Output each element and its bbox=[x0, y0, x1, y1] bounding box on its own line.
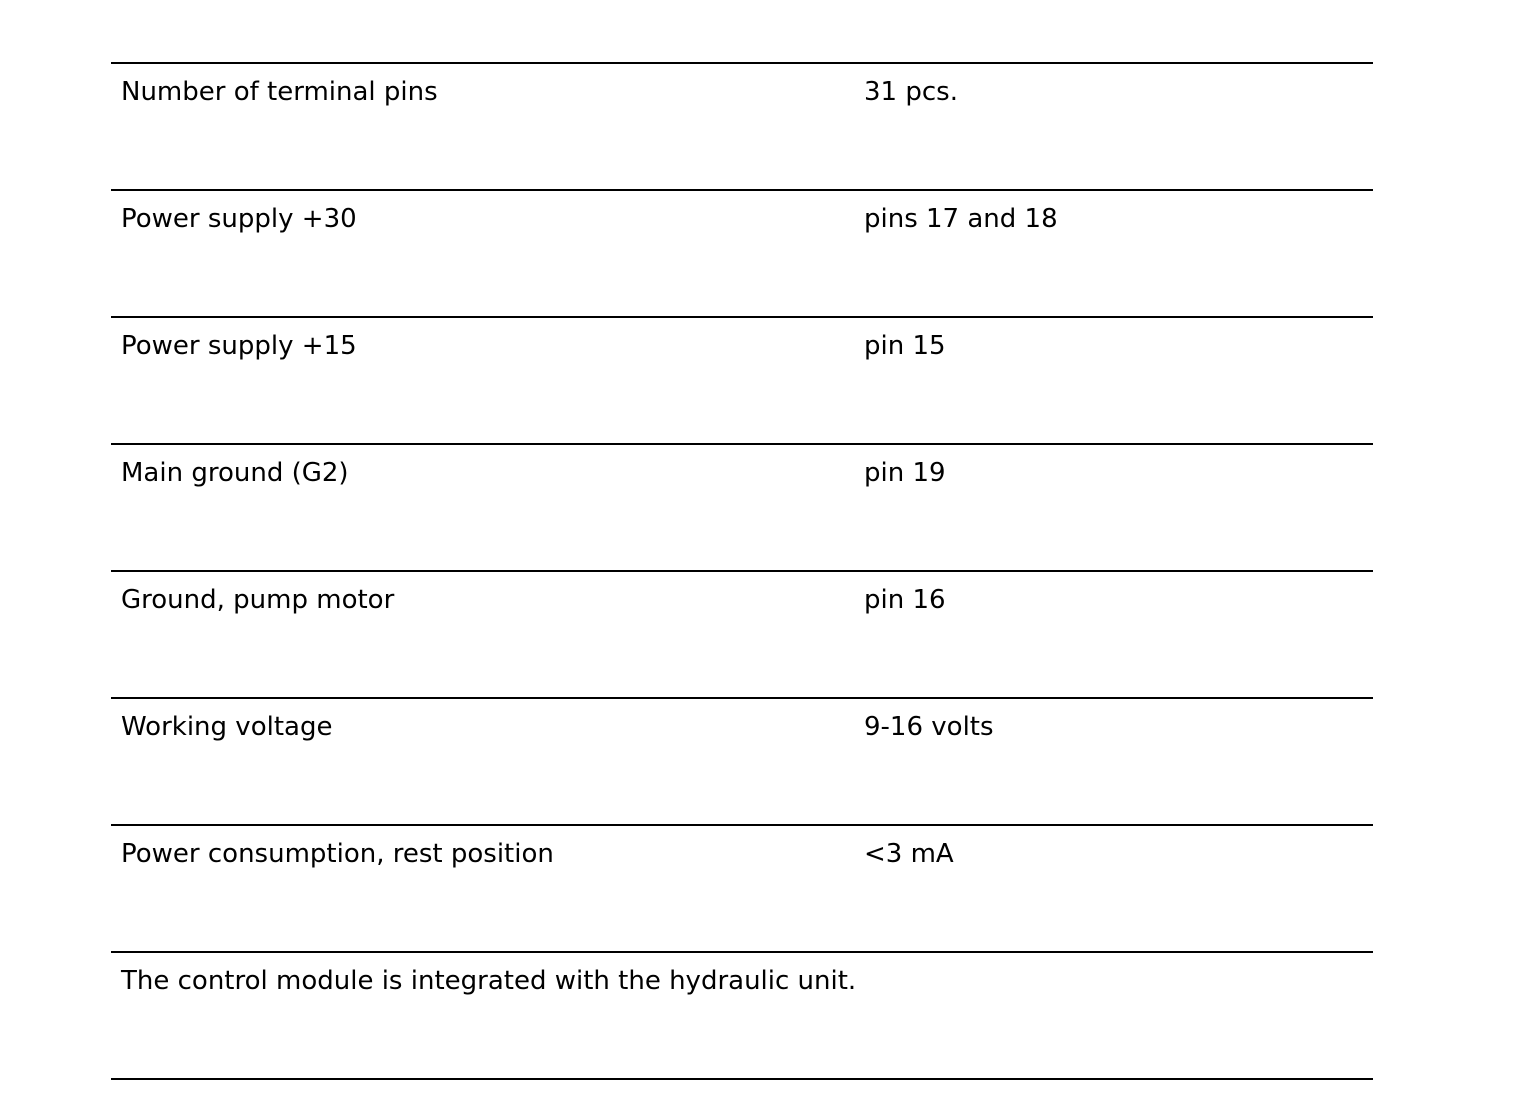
row-value: <3 mA bbox=[864, 839, 954, 869]
row-value: pin 16 bbox=[864, 585, 946, 615]
table-row bbox=[111, 191, 1373, 318]
row-label: Number of terminal pins bbox=[121, 77, 438, 107]
row-value: pins 17 and 18 bbox=[864, 204, 1058, 234]
row-label: Power consumption, rest position bbox=[121, 839, 554, 869]
table-row bbox=[111, 64, 1373, 191]
note-row bbox=[111, 953, 1373, 1080]
row-label: Main ground (G2) bbox=[121, 458, 349, 488]
row-label: Power supply +30 bbox=[121, 204, 357, 234]
row-value: pin 19 bbox=[864, 458, 946, 488]
row-label: Ground, pump motor bbox=[121, 585, 395, 615]
table-row bbox=[111, 699, 1373, 826]
integration-note: The control module is integrated with the hydraulic unit. bbox=[121, 966, 857, 996]
row-value: 31 pcs. bbox=[864, 77, 958, 107]
table-row bbox=[111, 318, 1373, 445]
table-row bbox=[111, 826, 1373, 953]
row-label: Power supply +15 bbox=[121, 331, 357, 361]
spec-table bbox=[111, 62, 1373, 1080]
row-value: 9-16 volts bbox=[864, 712, 994, 742]
table-row bbox=[111, 572, 1373, 699]
row-label: Working voltage bbox=[121, 712, 333, 742]
table-row bbox=[111, 445, 1373, 572]
row-value: pin 15 bbox=[864, 331, 946, 361]
